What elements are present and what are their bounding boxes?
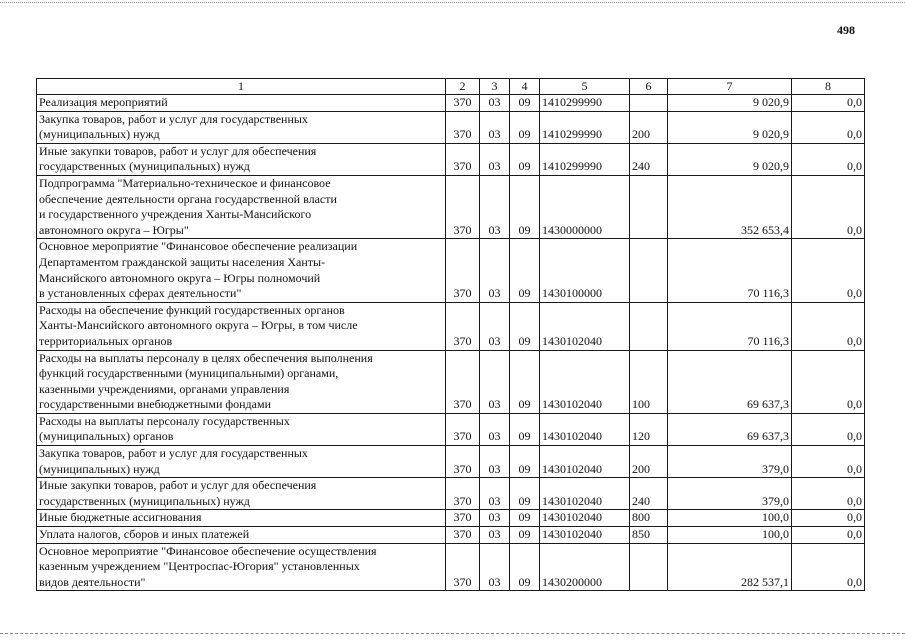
row-target-code: 1430102040 [540, 527, 630, 544]
row-change: 0,0 [792, 239, 865, 302]
row-expense-type: 800 [630, 510, 668, 527]
table-body [37, 95, 865, 591]
row-target-code: 1430200000 [540, 543, 630, 591]
row-admin-code: 370 [446, 239, 480, 302]
table-row [37, 510, 865, 527]
row-section: 03 [480, 478, 510, 510]
header-cell: 7 [668, 79, 792, 95]
row-admin-code: 370 [446, 543, 480, 591]
row-admin-code: 370 [446, 478, 480, 510]
bottom-scan-edge [0, 633, 905, 635]
row-subsection: 09 [510, 478, 540, 510]
row-change: 0,0 [792, 302, 865, 350]
row-admin-code: 370 [446, 111, 480, 143]
row-name: Расходы на выплаты персоналу в целях обеспечения выполнения функций государственными (муниципальными) органами, казенными учреждениями, органами управления государственными внебюджетными фондами [37, 350, 446, 413]
row-target-code: 1430102040 [540, 350, 630, 413]
row-amount: 69 637,3 [668, 350, 792, 413]
row-change: 0,0 [792, 143, 865, 175]
row-admin-code: 370 [446, 527, 480, 544]
row-amount: 379,0 [668, 478, 792, 510]
row-amount: 70 116,3 [668, 239, 792, 302]
table-row [37, 239, 865, 302]
header-cell: 1 [37, 79, 446, 95]
row-section: 03 [480, 175, 510, 238]
row-expense-type [630, 175, 668, 238]
row-amount: 9 020,9 [668, 111, 792, 143]
row-amount: 352 653,4 [668, 175, 792, 238]
row-target-code: 1430000000 [540, 175, 630, 238]
row-name: Расходы на выплаты персоналу государственных (муниципальных) органов [37, 413, 446, 445]
row-admin-code: 370 [446, 446, 480, 478]
row-admin-code: 370 [446, 350, 480, 413]
row-admin-code: 370 [446, 302, 480, 350]
row-target-code: 1430102040 [540, 510, 630, 527]
row-name: Закупка товаров, работ и услуг для государственных (муниципальных) нужд [37, 111, 446, 143]
row-expense-type: 200 [630, 446, 668, 478]
row-name: Иные закупки товаров, работ и услуг для обеспечения государственных (муниципальных) нужд [37, 143, 446, 175]
row-change: 0,0 [792, 478, 865, 510]
row-admin-code: 370 [446, 510, 480, 527]
row-name: Расходы на обеспечение функций государственных органов Ханты-Мансийского автономного округа – Югры, в том числе территориальных органов [37, 302, 446, 350]
table-row [37, 175, 865, 238]
row-expense-type: 120 [630, 413, 668, 445]
row-section: 03 [480, 302, 510, 350]
row-subsection: 09 [510, 350, 540, 413]
row-amount: 100,0 [668, 527, 792, 544]
row-section: 03 [480, 543, 510, 591]
row-expense-type: 100 [630, 350, 668, 413]
row-name: Иные закупки товаров, работ и услуг для обеспечения государственных (муниципальных) нужд [37, 478, 446, 510]
table-row [37, 413, 865, 445]
row-change: 0,0 [792, 175, 865, 238]
row-admin-code: 370 [446, 95, 480, 112]
row-change: 0,0 [792, 510, 865, 527]
row-section: 03 [480, 510, 510, 527]
row-subsection: 09 [510, 413, 540, 445]
row-expense-type [630, 239, 668, 302]
row-change: 0,0 [792, 413, 865, 445]
top-scan-edge [0, 2, 905, 4]
row-expense-type: 240 [630, 478, 668, 510]
row-section: 03 [480, 527, 510, 544]
row-name: Закупка товаров, работ и услуг для государственных (муниципальных) нужд [37, 446, 446, 478]
row-name: Иные бюджетные ассигнования [37, 510, 446, 527]
table-row [37, 446, 865, 478]
row-subsection: 09 [510, 175, 540, 238]
row-subsection: 09 [510, 446, 540, 478]
row-expense-type [630, 543, 668, 591]
row-section: 03 [480, 143, 510, 175]
row-subsection: 09 [510, 302, 540, 350]
row-section: 03 [480, 413, 510, 445]
row-target-code: 1430102040 [540, 302, 630, 350]
row-admin-code: 370 [446, 413, 480, 445]
row-name: Основное мероприятие "Финансовое обеспечение осуществления казенным учреждением "Центроспас-Югория" установленных видов деятельности" [37, 543, 446, 591]
row-subsection: 09 [510, 143, 540, 175]
row-name: Подпрограмма "Материально-техническое и финансовое обеспечение деятельности органа государственной власти и государственного учреждения Ханты-Мансийского автономного округа – Югры" [37, 175, 446, 238]
row-target-code: 1430100000 [540, 239, 630, 302]
row-target-code: 1410299990 [540, 95, 630, 112]
row-amount: 9 020,9 [668, 95, 792, 112]
row-subsection: 09 [510, 510, 540, 527]
row-amount: 9 020,9 [668, 143, 792, 175]
row-change: 0,0 [792, 95, 865, 112]
row-subsection: 09 [510, 95, 540, 112]
row-section: 03 [480, 111, 510, 143]
row-amount: 69 637,3 [668, 413, 792, 445]
row-section: 03 [480, 239, 510, 302]
header-cell: 5 [540, 79, 630, 95]
row-change: 0,0 [792, 111, 865, 143]
row-subsection: 09 [510, 239, 540, 302]
row-target-code: 1410299990 [540, 143, 630, 175]
row-target-code: 1430102040 [540, 413, 630, 445]
row-amount: 379,0 [668, 446, 792, 478]
row-change: 0,0 [792, 527, 865, 544]
row-expense-type [630, 302, 668, 350]
row-name: Основное мероприятие "Финансовое обеспечение реализации Департаментом гражданской защиты населения Ханты- Мансийского автономного округа – Югры полномочий в установленных сферах деятельности" [37, 239, 446, 302]
row-section: 03 [480, 95, 510, 112]
table-row [37, 143, 865, 175]
row-change: 0,0 [792, 350, 865, 413]
row-subsection: 09 [510, 543, 540, 591]
header-row [37, 79, 865, 95]
row-section: 03 [480, 446, 510, 478]
table-row [37, 95, 865, 112]
row-name: Уплата налогов, сборов и иных платежей [37, 527, 446, 544]
row-target-code: 1430102040 [540, 446, 630, 478]
row-expense-type: 850 [630, 527, 668, 544]
row-expense-type [630, 95, 668, 112]
table-row [37, 543, 865, 591]
row-target-code: 1410299990 [540, 111, 630, 143]
row-change: 0,0 [792, 543, 865, 591]
row-admin-code: 370 [446, 175, 480, 238]
row-amount: 70 116,3 [668, 302, 792, 350]
row-expense-type: 200 [630, 111, 668, 143]
table-row [37, 350, 865, 413]
page-number: 498 [837, 23, 855, 37]
row-change: 0,0 [792, 446, 865, 478]
row-amount: 100,0 [668, 510, 792, 527]
header-cell: 3 [480, 79, 510, 95]
table-row [37, 527, 865, 544]
row-expense-type: 240 [630, 143, 668, 175]
row-subsection: 09 [510, 111, 540, 143]
row-name: Реализация мероприятий [37, 95, 446, 112]
header-cell: 4 [510, 79, 540, 95]
table-row [37, 111, 865, 143]
table-row [37, 478, 865, 510]
row-target-code: 1430102040 [540, 478, 630, 510]
row-amount: 282 537,1 [668, 543, 792, 591]
row-admin-code: 370 [446, 143, 480, 175]
row-subsection: 09 [510, 527, 540, 544]
header-cell: 6 [630, 79, 668, 95]
budget-table [36, 78, 865, 591]
header-cell: 2 [446, 79, 480, 95]
header-cell: 8 [792, 79, 865, 95]
table-row [37, 302, 865, 350]
row-section: 03 [480, 350, 510, 413]
